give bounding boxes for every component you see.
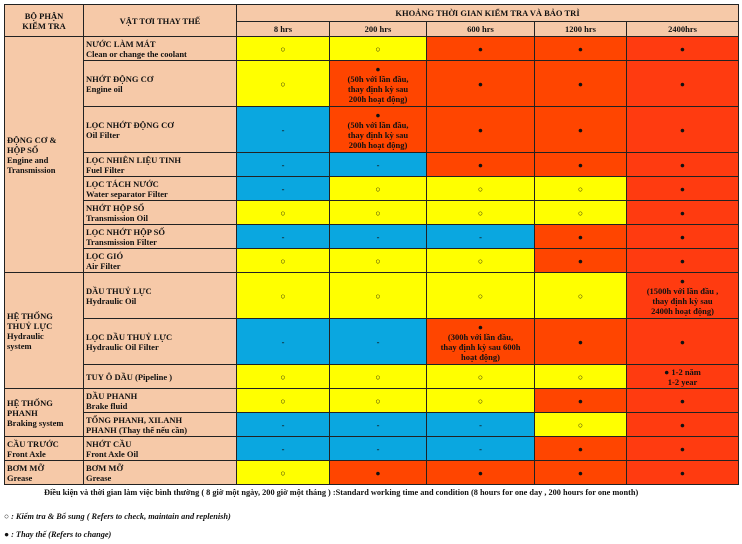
item-name-vn: NHỚT HỘP SỐ <box>86 202 145 213</box>
cell-600hrs: ○ <box>427 201 535 225</box>
item-label <box>84 201 237 225</box>
item-label <box>84 461 237 485</box>
cell-200hrs: ● <box>330 461 427 485</box>
item-name-en: Hydraulic Oil <box>86 295 137 306</box>
cell-200hrs: - <box>330 319 427 365</box>
cell-8hrs: - <box>237 177 330 201</box>
cell-1200hrs: ○ <box>535 365 627 389</box>
group-name-vn: BƠM MỠ <box>7 462 45 473</box>
material-column-header: VẬT TƠI THAY THẾ <box>84 5 237 37</box>
table-row <box>5 37 739 61</box>
item-label <box>84 319 237 365</box>
item-name-vn: NƯỚC LÀM MÁT <box>86 38 156 49</box>
group-label <box>5 389 84 437</box>
item-label <box>84 273 237 319</box>
cell-1200hrs: ● <box>535 153 627 177</box>
cell-1200hrs: ● <box>535 61 627 107</box>
item-label <box>84 37 237 61</box>
item-name-en: Transmission Oil <box>86 212 148 223</box>
table-row <box>5 413 739 437</box>
cell-200hrs: ○ <box>330 201 427 225</box>
item-name-en: Transmission Filter <box>86 236 157 247</box>
group-label <box>5 437 84 461</box>
item-name-vn: TỔNG PHANH, XILANH PHANH (Thay thế nếu cần) <box>86 414 188 435</box>
cell-2400hrs: ● (1500h với lần đầu , thay định kỳ sau 2400h hoạt động) <box>627 273 739 319</box>
group-name-vn: HỆ THỐNG PHANH <box>7 397 53 418</box>
group-label <box>5 461 84 485</box>
cell-8hrs: - <box>237 319 330 365</box>
group-name-en: Hydraulic system <box>7 330 44 351</box>
cell-1200hrs: ○ <box>535 201 627 225</box>
cell-200hrs: - <box>330 437 427 461</box>
cell-200hrs: ● (50h với lần đầu, thay định kỳ sau 200h hoạt động) <box>330 61 427 107</box>
table-row <box>5 389 739 413</box>
item-name-vn: LỌC NHIÊN LIỆU TINH <box>86 154 182 165</box>
maintenance-table <box>4 4 739 485</box>
item-label <box>84 61 237 107</box>
table-row <box>5 461 739 485</box>
legend-change: ● : Thay thế (Refers to change) <box>4 530 112 539</box>
cell-1200hrs: ● <box>535 389 627 413</box>
cell-2400hrs: ● <box>627 153 739 177</box>
item-name-vn: LỌC NHỚT HỘP SỐ <box>86 226 165 237</box>
table-row <box>5 319 739 365</box>
interval-2400hrs: 2400hrs <box>627 22 739 37</box>
cell-1200hrs: ● <box>535 249 627 273</box>
item-name-en: Clean or change the coolant <box>86 48 187 59</box>
cell-200hrs: ○ <box>330 389 427 413</box>
item-name-en: Grease <box>86 472 112 483</box>
item-name-vn: DẦU THUỶ LỰC <box>86 285 152 296</box>
item-name-en: Fuel Filter <box>86 164 125 175</box>
cell-1200hrs: ● <box>535 319 627 365</box>
cell-200hrs: - <box>330 225 427 249</box>
cell-600hrs: ● <box>427 107 535 153</box>
cell-1200hrs: ○ <box>535 177 627 201</box>
item-name-vn: DẦU PHANH <box>86 390 138 401</box>
item-name-vn: LỌC TÁCH NƯỚC <box>86 178 159 189</box>
cell-2400hrs: ● <box>627 107 739 153</box>
group-name-vn: HỆ THỐNG THUỶ LỰC <box>7 310 53 331</box>
table-row <box>5 61 739 107</box>
group-name-en: Engine and Transmission <box>7 154 56 175</box>
item-label <box>84 177 237 201</box>
item-name-en: Hydraulic Oil Filter <box>86 341 159 352</box>
group-name-vn: CẦU TRƯỚC <box>7 438 59 449</box>
item-name-vn: LỌC GIÓ <box>86 250 124 261</box>
item-label <box>84 107 237 153</box>
cell-600hrs: ● <box>427 37 535 61</box>
table-row <box>5 249 739 273</box>
cell-600hrs: - <box>427 437 535 461</box>
table-row <box>5 177 739 201</box>
cell-600hrs: ● <box>427 461 535 485</box>
item-name-en: Front Axle Oil <box>86 448 139 459</box>
cell-1200hrs: ● <box>535 225 627 249</box>
cell-2400hrs: ● <box>627 389 739 413</box>
cell-8hrs: - <box>237 225 330 249</box>
cell-1200hrs: ● <box>535 437 627 461</box>
cell-8hrs: ○ <box>237 273 330 319</box>
interval-600hrs: 600 hrs <box>427 22 535 37</box>
item-name-vn: NHỚT CẦU <box>86 438 132 449</box>
group-name-en: Grease <box>7 472 33 483</box>
table-row <box>5 225 739 249</box>
group-label <box>5 37 84 273</box>
cell-2400hrs: ● <box>627 37 739 61</box>
item-label <box>84 413 237 437</box>
table-row <box>5 273 739 319</box>
item-name-vn: LỌC DẦU THUỶ LỰC <box>86 331 173 342</box>
cell-200hrs: ○ <box>330 177 427 201</box>
cell-600hrs: - <box>427 413 535 437</box>
item-label <box>84 389 237 413</box>
legend-check: ○ : Kiểm tra & Bổ sung ( Refers to check, maintain and replenish) <box>4 512 231 521</box>
item-name-en: Air Filter <box>86 260 121 271</box>
item-label <box>84 365 237 389</box>
cell-8hrs: - <box>237 153 330 177</box>
cell-8hrs: ○ <box>237 389 330 413</box>
cell-8hrs: ○ <box>237 249 330 273</box>
group-name-vn: ĐỘNG CƠ & HỘP SỐ <box>7 134 57 155</box>
cell-2400hrs: ● <box>627 413 739 437</box>
cell-8hrs: ○ <box>237 37 330 61</box>
cell-600hrs: ● <box>427 61 535 107</box>
cell-2400hrs: ● <box>627 437 739 461</box>
interval-1200hrs: 1200 hrs <box>535 22 627 37</box>
cell-2400hrs: ● <box>627 249 739 273</box>
cell-2400hrs: ● <box>627 177 739 201</box>
item-label <box>84 225 237 249</box>
cell-1200hrs: ● <box>535 37 627 61</box>
group-name-en: Braking system <box>7 417 64 428</box>
item-name-vn: BƠM MỠ <box>86 462 124 473</box>
item-name-en: Oil Filter <box>86 129 120 140</box>
item-label <box>84 437 237 461</box>
item-name-vn: NHỚT ĐỘNG CƠ <box>86 73 154 84</box>
cell-200hrs: - <box>330 153 427 177</box>
cell-2400hrs: ● 1-2 năm 1-2 year <box>627 365 739 389</box>
cell-200hrs: - <box>330 413 427 437</box>
cell-2400hrs: ● <box>627 201 739 225</box>
cell-8hrs: ○ <box>237 461 330 485</box>
cell-600hrs: - <box>427 225 535 249</box>
item-name-en: Engine oil <box>86 83 123 94</box>
cell-2400hrs: ● <box>627 461 739 485</box>
cell-600hrs: ○ <box>427 249 535 273</box>
item-label <box>84 249 237 273</box>
cell-600hrs: ○ <box>427 273 535 319</box>
group-label <box>5 273 84 389</box>
cell-600hrs: ○ <box>427 177 535 201</box>
cell-200hrs: ○ <box>330 365 427 389</box>
cell-200hrs: ● (50h với lần đầu, thay định kỳ sau 200h hoạt động) <box>330 107 427 153</box>
cell-8hrs: - <box>237 107 330 153</box>
cell-8hrs: ○ <box>237 201 330 225</box>
table-row <box>5 153 739 177</box>
part-column-header: BỘ PHẬN KIỂM TRA <box>5 5 84 37</box>
item-name-en: Water separator Filter <box>86 188 168 199</box>
cell-8hrs: ○ <box>237 365 330 389</box>
interval-title: KHOẢNG THỜI GIAN KIỂM TRA VÀ BẢO TRÌ <box>237 5 739 22</box>
item-name-vn: LỌC NHỚT ĐỘNG CƠ <box>86 119 174 130</box>
cell-2400hrs: ● <box>627 319 739 365</box>
cell-1200hrs: ○ <box>535 413 627 437</box>
table-row <box>5 107 739 153</box>
cell-200hrs: ○ <box>330 249 427 273</box>
cell-8hrs: ○ <box>237 61 330 107</box>
table-row <box>5 437 739 461</box>
interval-200hrs: 200 hrs <box>330 22 427 37</box>
group-name-en: Front Axle <box>7 448 46 459</box>
cell-1200hrs: ● <box>535 461 627 485</box>
item-name-vn: TUY Ô DẦU (Pipeline ) <box>86 371 173 382</box>
interval-8hrs: 8 hrs <box>237 22 330 37</box>
cell-2400hrs: ● <box>627 61 739 107</box>
working-condition-note: Điều kiện và thời gian làm việc bình thường ( 8 giờ một ngày, 200 giờ một tháng ) :Standard working time and condition (8 hours for one day , 200 hours for one month) <box>44 488 639 497</box>
table-row <box>5 365 739 389</box>
cell-2400hrs: ● <box>627 225 739 249</box>
table-row <box>5 201 739 225</box>
cell-8hrs: - <box>237 413 330 437</box>
cell-600hrs: ○ <box>427 389 535 413</box>
item-name-en: Brake fluid <box>86 400 128 411</box>
cell-600hrs: ● (300h với lần đầu, thay định kỳ sau 600h hoạt động) <box>427 319 535 365</box>
cell-600hrs: ○ <box>427 365 535 389</box>
item-label <box>84 153 237 177</box>
cell-600hrs: ● <box>427 153 535 177</box>
cell-8hrs: - <box>237 437 330 461</box>
cell-200hrs: ○ <box>330 37 427 61</box>
cell-1200hrs: ○ <box>535 273 627 319</box>
cell-200hrs: ○ <box>330 273 427 319</box>
cell-1200hrs: ● <box>535 107 627 153</box>
